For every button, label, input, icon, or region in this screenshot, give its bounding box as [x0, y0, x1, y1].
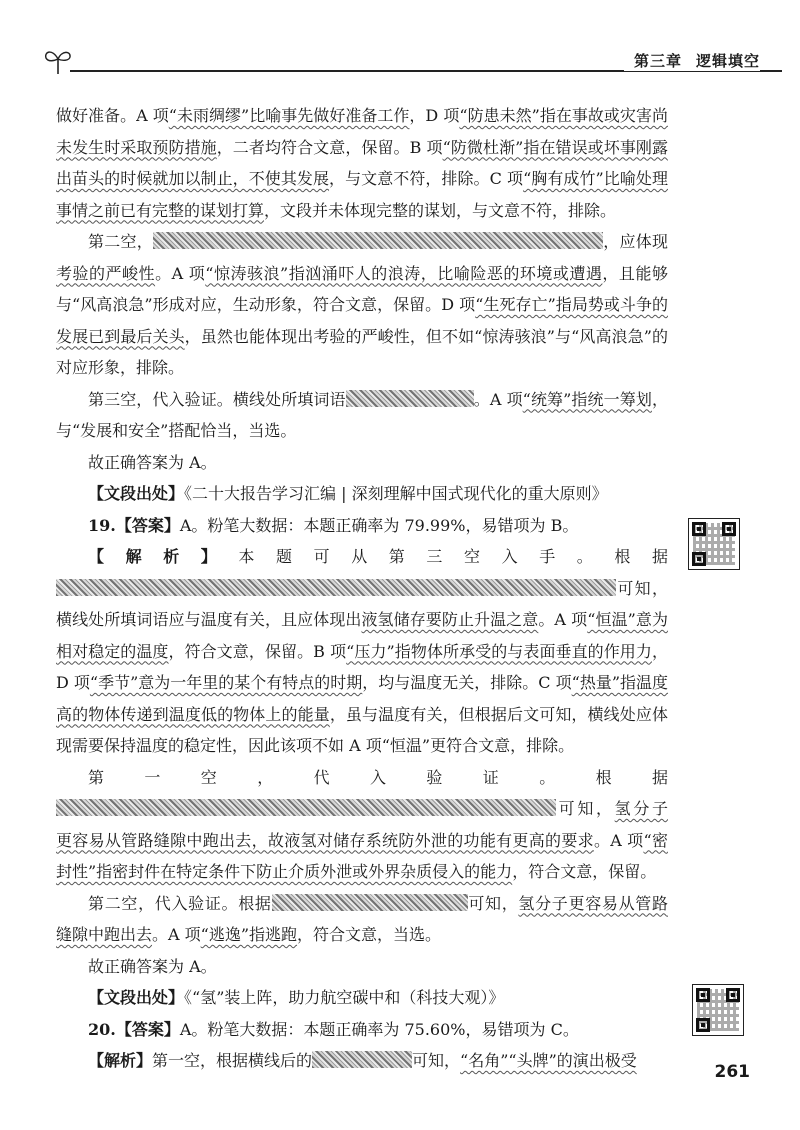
page-header [0, 0, 800, 90]
label-text: 【文段出处】 [88, 988, 185, 1007]
redacted-text [153, 232, 603, 249]
text-run: ，虽然也能体现出考验的严峻性，但不如“惊涛骇浪”与“风高浪急”的对应形象，排除。 [56, 326, 668, 377]
paragraph [56, 384, 668, 447]
underlined-text: “生死存亡”指局势或斗争的发展已到最后关头 [56, 295, 668, 346]
text-run: 。A 项 [593, 830, 644, 850]
label-text: 19.【答案】 [88, 515, 180, 535]
text-run: ，虽与温度有关，但根据后文可知，横线处应体现需要保持温度的稳定性，因此该项不如 A 项“恒温”更符合文意，排除。 [56, 704, 668, 755]
text-run: ，应体现 [603, 232, 668, 251]
paragraph [56, 100, 668, 226]
paragraph [56, 982, 668, 1014]
text-run: 第二空， [88, 232, 153, 251]
text-run: ，均与温度无关，排除。C 项 [362, 673, 572, 692]
text-run: 可知， [467, 893, 519, 913]
text-run: ，二者均符合文意，保留。B 项 [216, 137, 443, 157]
underlined-text: “统筹”指统一筹划 [522, 389, 652, 409]
paragraph [56, 478, 668, 510]
underlined-text: 氢分子更容易从管路缝隙中跑出去 [56, 893, 668, 944]
text-run: ，符合文意，保留。 [512, 862, 657, 881]
underlined-text: “胸有成竹”比喻处理事情之前已有完整的谋划打算 [56, 169, 668, 220]
redacted-text [56, 579, 616, 596]
chapter-heading [624, 50, 760, 71]
underlined-text: 液氢储存要防止升温之意 [361, 610, 539, 629]
paragraph [56, 1014, 668, 1046]
text-run: 。A 项 [473, 389, 523, 409]
underlined-text: “季节”意为一年里的某个有特点的时期 [89, 673, 363, 692]
text-run: 。A 项 [152, 925, 201, 944]
redacted-text [56, 799, 556, 816]
redacted-text [346, 390, 474, 407]
underlined-text: “惊涛骇浪”指汹涌吓人的浪涛，比喻险恶的环境或遭遇 [205, 263, 603, 283]
text-run: ，D 项 [56, 641, 668, 692]
underlined-text: “名角”“头牌”的演出极受 [460, 1051, 637, 1070]
paragraph [56, 447, 668, 479]
paragraph [56, 510, 668, 542]
chapter-number: 第三章 [633, 52, 682, 70]
text-run: ，与“发展和安全”搭配恰当，当选。 [56, 389, 668, 440]
paragraph [56, 226, 668, 384]
text-run: ，D 项 [409, 106, 460, 125]
text-run: 可知， [412, 1051, 461, 1070]
text-run: ，符合文意，保留。B 项 [168, 641, 347, 661]
text-run: 。A 项 [538, 610, 588, 629]
text-run: 《“氢”装上阵，助力航空碳中和（科技大观）》 [184, 988, 505, 1007]
text-run: A。粉笔大数据：本题正确率为 79.99%，易错项为 B。 [179, 515, 579, 535]
text-run: 故正确答案为 A。 [88, 956, 217, 976]
text-run: 可知， [556, 799, 615, 818]
text-run: 做好准备。A 项 [56, 106, 169, 125]
text-run: 本题可从第三空入手。根据 [238, 547, 668, 566]
section-title: 逻辑填空 [695, 52, 760, 70]
underlined-text: “未雨绸缪”比喻事先做好准备工作 [168, 106, 410, 125]
underlined-text: 氢分子更容易从管路缝隙中跑出去，故液氢对储存系统防外泄的功能有更高的要求 [56, 799, 668, 850]
qr-code-question-20[interactable] [692, 984, 744, 1036]
label-text: 【解析】 [88, 1051, 153, 1070]
underlined-text: “热量”指温度高的物体传递到温度低的物体上的能量 [56, 673, 669, 724]
text-run: 第一空，代入验证。根据 [88, 767, 668, 787]
underlined-text: “压力”指物体所承受的与表面垂直的作用力 [346, 641, 652, 661]
text-run: 可知，横线处所填词语应与温度有关，且应体现出 [56, 578, 668, 629]
label-text: 20.【答案】 [88, 1019, 180, 1039]
underlined-text: “防微杜渐”指在错误或坏事刚露出苗头的时候就加以制止，不使其发展 [56, 137, 668, 188]
text-run: 。A 项 [155, 263, 206, 283]
underlined-text: “恒温”意为相对稳定的温度 [56, 610, 668, 661]
label-text: 【文段出处】 [88, 484, 185, 503]
text-run: A。粉笔大数据：本题正确率为 75.60%，易错项为 C。 [179, 1019, 579, 1039]
paragraph [56, 888, 668, 951]
text-run: 第一空，根据横线后的 [152, 1051, 313, 1070]
text-run: 《二十大报告学习汇编 | 深刻理解中国式现代化的重大原则》 [184, 484, 608, 503]
paragraph [56, 541, 668, 762]
underlined-text: 考验的严峻性 [56, 263, 156, 283]
text-run: ，与文意不符，排除。C 项 [329, 169, 524, 188]
text-run: ，符合文意，当选。 [297, 925, 442, 944]
paragraph [56, 1045, 668, 1077]
qr-code-question-19[interactable] [688, 518, 740, 570]
text-run: 第二空，代入验证。根据 [88, 893, 272, 913]
page-number: 261 [714, 1062, 750, 1082]
redacted-text [272, 894, 468, 911]
text-run: ，文段并未体现完整的谋划，与文意不符，排除。 [264, 200, 617, 220]
redacted-text [312, 1051, 412, 1068]
underlined-text: “逃逸”指逃跑 [200, 925, 298, 944]
label-text: 【解析】 [88, 547, 239, 566]
text-run: ，且能够与“风高浪急”形成对应，生动形象，符合文意，保留。D 项 [56, 263, 668, 314]
text-run: 故正确答案为 A。 [88, 452, 217, 472]
paragraph [56, 951, 668, 983]
page-body [56, 100, 668, 1077]
paragraph [56, 762, 668, 888]
underlined-text: “防患未然”指在事故或灾害尚未发生时采取预防措施 [56, 106, 668, 157]
text-run: 第三空，代入验证。横线处所填词语 [88, 389, 346, 409]
underlined-text: “密封性”指密封件在特定条件下防止介质外泄或外界杂质侵入的能力 [56, 830, 668, 881]
